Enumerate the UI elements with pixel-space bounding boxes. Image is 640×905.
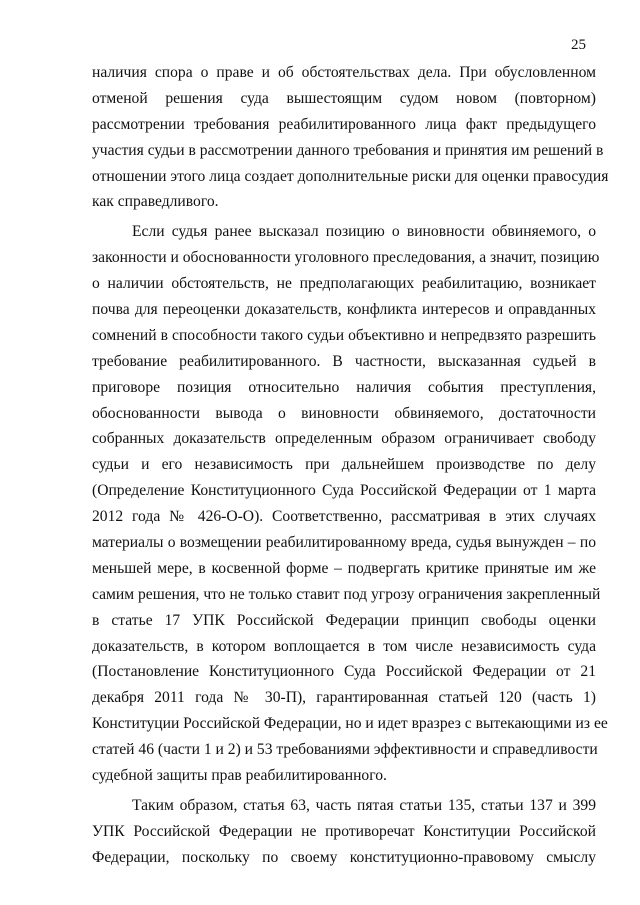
text-line: меньшей мере, в косвенной форме – подвергать критике принятые им же xyxy=(92,559,596,577)
text-line: самим решения, что не только ставит под угрозу ограничения закрепленный xyxy=(92,585,601,603)
text-line: УПК Российской Федерации не противоречат Конституции Российской xyxy=(92,822,596,840)
text-line: рассмотрении требования реабилитированного лица факт предыдущего xyxy=(92,115,596,133)
text-line: в статье 17 УПК Российской Федерации принцип свободы оценки xyxy=(92,611,596,629)
text-line: участия судьи в рассмотрении данного требования и принятия им решений в xyxy=(92,141,604,159)
paragraph-2 xyxy=(92,219,608,789)
paragraph-3 xyxy=(92,793,596,871)
text-line: материалы о возмещении реабилитированному вреда, судья вынужден – по xyxy=(92,534,596,552)
paragraph-1 xyxy=(92,60,609,215)
text-line: судьи и его независимость при дальнейшем производстве по делу xyxy=(92,456,596,474)
text-line: Если судья ранее высказал позицию о виновности обвиняемого, о xyxy=(132,223,596,241)
text-line: наличия спора о праве и об обстоятельствах дела. При обусловленном xyxy=(92,64,596,81)
text-line: собранных доказательств определенным образом ограничивает свободу xyxy=(92,430,596,448)
text-line: статей 46 (части 1 и 2) и 53 требованиями эффективности и справедливости xyxy=(92,741,598,759)
text-line: обоснованности вывода о виновности обвиняемого, достаточности xyxy=(92,404,596,422)
text-line: требование реабилитированного. В частности, высказанная судьей в xyxy=(92,352,596,370)
text-line: декабря 2011 года № 30-П), гарантированная статьей 120 (часть 1) xyxy=(92,689,596,707)
text-line: приговоре позиция относительно наличия события преступления, xyxy=(92,378,596,396)
text-line: судебной защиты прав реабилитированного. xyxy=(92,767,387,785)
text-line: о наличии обстоятельств, не предполагающих реабилитацию, возникает xyxy=(92,275,596,293)
text-line: законности и обоснованности уголовного преследования, а значит, позицию xyxy=(92,249,600,267)
text-line: отменой решения суда вышестоящим судом новом (повторном) xyxy=(92,89,596,107)
text-line: отношении этого лица создает дополнительные риски для оценки правосудия xyxy=(92,167,609,185)
text-line: сомнений в способности такого судьи объективно и непредвзято разрешить xyxy=(92,326,596,344)
text-line: Таким образом, статья 63, часть пятая статьи 135, статьи 137 и 399 xyxy=(132,796,596,814)
text-line: Конституции Российской Федерации, но и идет вразрез с вытекающими из ее xyxy=(92,715,608,733)
text-line: доказательств, в котором воплощается в том числе независимость суда xyxy=(92,637,596,655)
text-line: (Постановление Конституционного Суда Российской Федерации от 21 xyxy=(92,663,596,681)
body-text xyxy=(92,60,609,871)
text-line: (Определение Конституционного Суда Российской Федерации от 1 марта xyxy=(92,482,596,500)
text-line: как справедливого. xyxy=(92,193,219,211)
text-line: Федерации, поскольку по своему конституционно-правовому смыслу xyxy=(92,848,596,866)
text-line: 2012 года № 426-О-О). Соответственно, рассматривая в этих случаях xyxy=(92,508,596,526)
text-line: почва для переоценки доказательств, конфликта интересов и оправданных xyxy=(92,301,596,319)
page-number: 25 xyxy=(571,37,586,53)
